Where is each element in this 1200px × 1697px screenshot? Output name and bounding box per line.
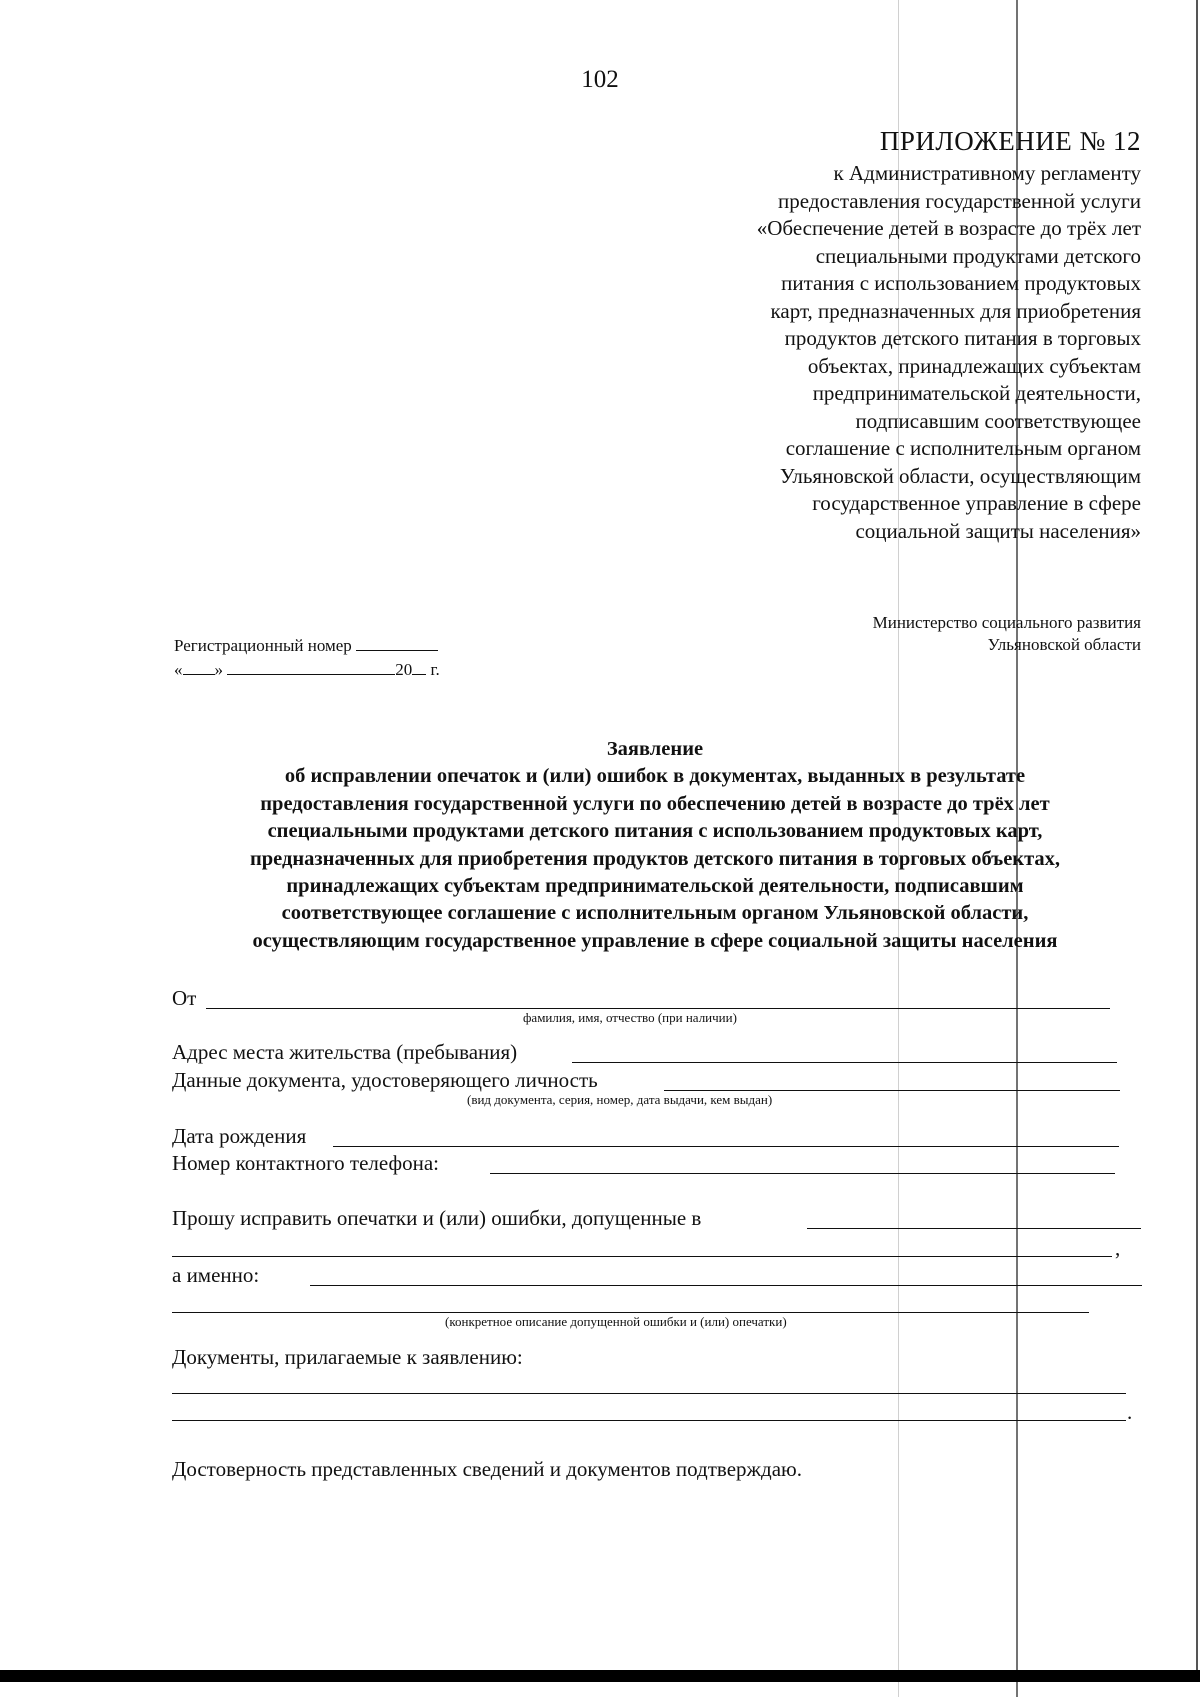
from-hint: фамилия, имя, отчество (при наличии) xyxy=(523,1010,737,1025)
title-line: осуществляющим государственное управление в сфере социальной защиты населения xyxy=(252,929,1058,952)
appendix-line: специальными продуктами детского xyxy=(815,243,1141,268)
birth-date-label: Дата рождения xyxy=(172,1124,307,1148)
registration-year-field[interactable] xyxy=(412,658,426,675)
namely-hint: (конкретное описание допущенной ошибки и (или) опечатки) xyxy=(445,1314,787,1329)
appendix-line: соглашение с исполнительным органом xyxy=(785,436,1141,460)
registration-number-field[interactable] xyxy=(356,634,438,651)
from-field[interactable] xyxy=(206,1008,1110,1009)
scan-bottom-bar xyxy=(0,1670,1200,1682)
request-comma: , xyxy=(1115,1236,1121,1260)
title-line: об исправлении опечаток и (или) ошибок в документах, выданных в результате xyxy=(284,765,1026,788)
year-prefix: 20 xyxy=(395,660,413,679)
registration-day-field[interactable] xyxy=(183,658,215,675)
appendix-line: карт, предназначенных для приобретения xyxy=(770,298,1141,323)
confirmation-text: Достоверность представленных сведений и документов подтверждаю. xyxy=(172,1457,802,1481)
id-document-label: Данные документа, удостоверяющего личность xyxy=(172,1068,598,1092)
phone-label: Номер контактного телефона: xyxy=(172,1151,439,1175)
appendix-line: Ульяновской области, осуществляющим xyxy=(779,463,1141,488)
registration-month-field[interactable] xyxy=(227,658,395,675)
namely-field[interactable] xyxy=(310,1285,1142,1286)
title-line: принадлежащих субъектам предпринимательской деятельности, подписавшим xyxy=(286,875,1024,898)
address-field[interactable] xyxy=(572,1062,1117,1063)
title-line: специальными продуктами детского питания с использованием продуктовых карт, xyxy=(267,820,1043,843)
title-heading: Заявление xyxy=(606,738,704,760)
appendix-line: предпринимательской деятельности, xyxy=(812,381,1141,405)
appendix-line: социальной защиты населения» xyxy=(855,518,1141,543)
addressee-line: Министерство социального развития xyxy=(872,613,1141,632)
namely-field-continuation[interactable] xyxy=(172,1312,1089,1313)
from-label: От xyxy=(172,986,197,1010)
date-quote: » xyxy=(214,660,223,679)
appendix-line: к Административному регламенту xyxy=(833,161,1141,185)
addressee-block xyxy=(873,612,1141,656)
id-document-hint: (вид документа, серия, номер, дата выдачи, кем выдан) xyxy=(467,1092,773,1107)
page-number: 102 xyxy=(581,66,619,93)
title-line: предоставления государственной услуги по обеспечению детей в возрасте до трёх лет xyxy=(260,792,1050,815)
registration-number-label: Регистрационный номер xyxy=(174,636,352,655)
year-suffix: г. xyxy=(430,660,440,679)
birth-date-field[interactable] xyxy=(333,1146,1119,1147)
appendix-line: подписавшим соответствующее xyxy=(855,408,1141,433)
attachments-period: . xyxy=(1127,1400,1133,1424)
appendix-line: продуктов детского питания в торговых xyxy=(784,326,1141,350)
document-title xyxy=(0,736,1200,955)
addressee-line: Ульяновской области xyxy=(987,635,1141,654)
appendix-subtitle xyxy=(621,160,1141,545)
date-quote: « xyxy=(174,660,183,679)
appendix-line: питания с использованием продуктовых xyxy=(781,271,1141,295)
address-label: Адрес места жительства (пребывания) xyxy=(172,1040,518,1064)
attachments-field-1[interactable] xyxy=(172,1393,1126,1394)
attachments-label: Документы, прилагаемые к заявлению: xyxy=(172,1345,523,1369)
appendix-line: объектах, принадлежащих субъектам xyxy=(807,353,1141,378)
id-document-field[interactable] xyxy=(664,1090,1120,1091)
request-field-continuation[interactable] xyxy=(172,1256,1112,1257)
namely-label: а именно: xyxy=(172,1263,260,1287)
title-line: предназначенных для приобретения продуктов детского питания в торговых объектах, xyxy=(249,847,1061,870)
attachments-field-2[interactable] xyxy=(172,1420,1126,1421)
title-line: соответствующее соглашение с исполнительным органом Ульяновской области, xyxy=(281,902,1029,925)
appendix-line: «Обеспечение детей в возрасте до трёх лет xyxy=(756,216,1141,240)
appendix-title: ПРИЛОЖЕНИЕ № 12 xyxy=(879,126,1141,156)
registration-block xyxy=(174,634,440,682)
appendix-line: государственное управление в сфере xyxy=(812,491,1141,515)
phone-field[interactable] xyxy=(490,1173,1115,1174)
request-label: Прошу исправить опечатки и (или) ошибки, допущенные в xyxy=(172,1206,702,1230)
appendix-line: предоставления государственной услуги xyxy=(778,188,1141,213)
request-field[interactable] xyxy=(807,1228,1141,1229)
